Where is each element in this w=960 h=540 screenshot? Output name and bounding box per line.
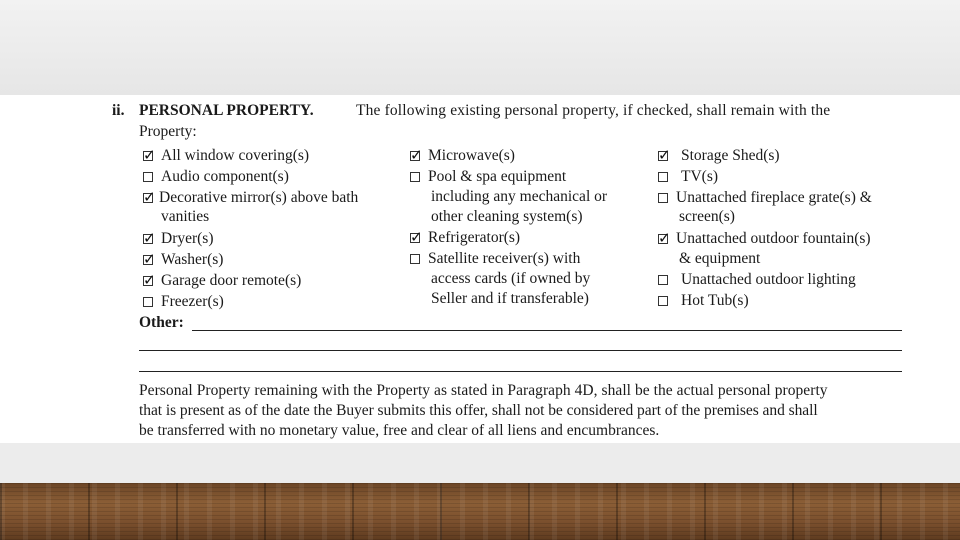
paragraph-line-2: that is present as of the date the Buyer submits this offer, shall not be considered part of the premises and shall <box>139 402 818 419</box>
item-label: Pool & spa equipment <box>428 168 567 185</box>
checkbox-outdoor-fountains[interactable] <box>658 234 668 244</box>
checkbox-audio-components[interactable] <box>143 172 153 182</box>
item-label: Decorative mirror(s) above bath <box>159 189 359 206</box>
item-label-cont: vanities <box>161 208 210 225</box>
other-input-line-1[interactable] <box>192 330 902 331</box>
checkbox-window-coverings[interactable] <box>143 151 153 161</box>
section-title: PERSONAL PROPERTY. <box>139 102 314 119</box>
item-label: Storage Shed(s) <box>681 147 780 164</box>
item-label: Microwave(s) <box>428 147 515 164</box>
item-label-cont: other cleaning system(s) <box>431 208 583 225</box>
item-label: Audio component(s) <box>161 168 289 185</box>
checkbox-freezers[interactable] <box>143 297 153 307</box>
checkbox-satellite-receivers[interactable] <box>410 254 420 264</box>
checkbox-garage-door-remotes[interactable] <box>143 276 153 286</box>
section-intro-line1: The following existing personal property, if checked, shall remain with the <box>356 102 831 119</box>
other-input-line-3[interactable] <box>139 371 902 372</box>
checkbox-storage-sheds[interactable] <box>658 151 668 161</box>
item-label: Unattached outdoor fountain(s) <box>676 230 871 247</box>
item-label: Dryer(s) <box>161 230 214 247</box>
item-label: Satellite receiver(s) with <box>428 250 581 267</box>
item-label: All window covering(s) <box>161 147 310 164</box>
checkbox-microwaves[interactable] <box>410 151 420 161</box>
wood-floor-decoration <box>0 483 960 540</box>
item-label: Unattached outdoor lighting <box>681 271 856 288</box>
item-label: Hot Tub(s) <box>681 292 749 309</box>
checkbox-tvs[interactable] <box>658 172 668 182</box>
checkbox-refrigerators[interactable] <box>410 233 420 243</box>
item-label-cont: access cards (if owned by <box>431 270 591 287</box>
checkbox-decorative-mirrors[interactable] <box>143 193 153 203</box>
checkbox-pool-spa-equipment[interactable] <box>410 172 420 182</box>
other-label: Other: <box>139 314 184 331</box>
item-label-cont: including any mechanical or <box>431 188 608 205</box>
paragraph-line-3: be transferred with no monetary value, free and clear of all liens and encumbrances. <box>139 422 660 439</box>
item-label-cont: screen(s) <box>679 208 735 225</box>
paragraph-line-1: Personal Property remaining with the Property as stated in Paragraph 4D, shall be the actual personal property <box>139 382 828 399</box>
checkbox-outdoor-lighting[interactable] <box>658 275 668 285</box>
checkbox-dryers[interactable] <box>143 234 153 244</box>
item-label: Refrigerator(s) <box>428 229 521 246</box>
section-intro-line2: Property: <box>139 123 197 140</box>
item-label: TV(s) <box>681 168 719 185</box>
slide-background-top <box>0 0 960 95</box>
other-input-line-2[interactable] <box>139 350 902 351</box>
item-label: Garage door remote(s) <box>161 272 302 289</box>
checkbox-washers[interactable] <box>143 255 153 265</box>
item-label-cont: & equipment <box>679 250 761 267</box>
checkbox-fireplace-grates[interactable] <box>658 193 668 203</box>
checkbox-hot-tubs[interactable] <box>658 296 668 306</box>
item-label: Freezer(s) <box>161 293 224 310</box>
section-number: ii. <box>112 102 125 119</box>
slide-background-band <box>0 443 960 483</box>
item-label: Washer(s) <box>161 251 224 268</box>
item-label: Unattached fireplace grate(s) & <box>676 189 872 206</box>
item-label-cont: Seller and if transferable) <box>431 290 589 307</box>
